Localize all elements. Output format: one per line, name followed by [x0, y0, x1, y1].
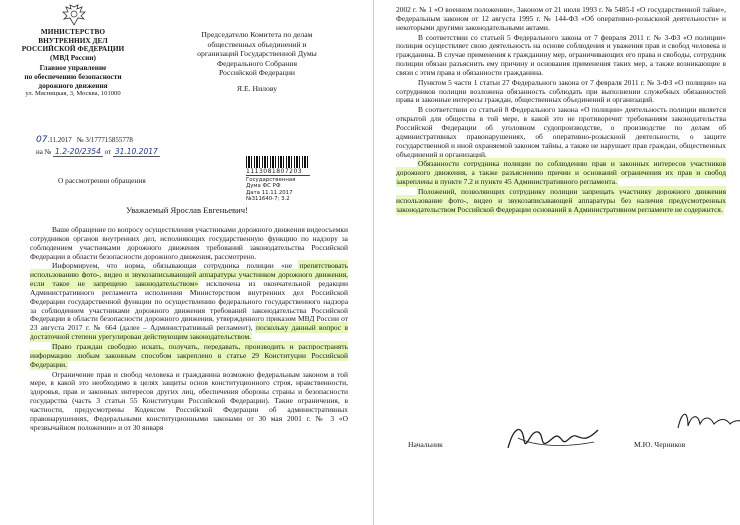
- ministry-line: РОССИЙСКОЙ ФЕДЕРАЦИИ: [21, 44, 125, 54]
- body-paragraph: [396, 79, 726, 106]
- barcode: [246, 156, 310, 168]
- mvd-emblem-icon: [61, 4, 87, 26]
- ministry-header: [18, 28, 128, 99]
- signatory-title: Начальник: [408, 440, 443, 449]
- recipient-line: Российской Федерации: [218, 68, 296, 78]
- reference-date: 31.10.2017: [114, 147, 158, 156]
- letter-greeting: Уважаемый Ярослав Евгеньевич!: [126, 205, 248, 215]
- body-paragraph: [396, 188, 726, 215]
- body-text: Ваше обращение по вопросу осуществления участниками дорожного движения видеосъемки сотрудников органов внутренних дел, исполняющих государственную функцию по надзору за соблюдением участниками дорожного движения требований законодательства Российской Федерации в области безопасности дорожного движения, рассмотрено.: [30, 225, 348, 261]
- recipient-line: Председателю Комитета по делам: [201, 30, 313, 39]
- body-paragraph: [30, 262, 348, 342]
- outgoing-date: .11.2017: [47, 136, 72, 144]
- body-paragraph: [396, 6, 726, 33]
- body-text: Пунктом 5 части 1 статьи 27 Федерального закона от 7 февраля 2011 г. № 3-ФЗ «О полиции» на сотрудников полиции возложена обязанность соблюдать при выполнении служебных обязанностей права и законные интересы граждан, общественных объединений и организаций.: [396, 77, 726, 105]
- body-text: Информируем, что норма, обязывающая сотрудника полиции «не: [52, 261, 300, 271]
- signature-block: [396, 434, 726, 494]
- stamp-date: Дата 11.11.2017: [246, 189, 293, 196]
- reference-from-label: от: [104, 148, 112, 156]
- reference-number: 1.2-20/2354: [55, 147, 101, 156]
- body-text: исключена из окончательной редакции Административного регламента исполнения Министерством внутренних дел Российской Федерации государственной функции по осуществлению федерального государственного надзора за соблюдением участниками дорожного движения требований законодательства Российской Федерации в области безопасности дорожного движения, утвержденного приказом МВД России от 23 августа 2017 г. № 664 (далее – Административный регламент),: [30, 279, 348, 333]
- department-line: дорожного движения: [38, 80, 108, 90]
- body-text: В соответствии со статьей 5 Федерального закона от 7 февраля 2011 г. № 3-ФЗ «О полиции» полиция осуществляет свою деятельность на основе соблюдения и уважения прав и свобод человека и гражданина. В случае применения к гражданину мер, ограничивающих его права и свободы, сотрудник полиции обязан разъяснить ему причину и основания применения таких мер, а также возникающие в связи с этим права и обязанности гражданина.: [396, 32, 726, 77]
- department-line: по обеспечению безопасности: [24, 71, 122, 81]
- ministry-line: (МВД России): [50, 52, 96, 62]
- letter-page-2: [376, 0, 740, 525]
- handwritten-signature: [504, 418, 604, 458]
- body-text: 2002 г. № 1 «О военном положении», Законом от 21 июля 1993 г. № 5485-I «О государственной тайне», Федеральным законом от 12 августа 1995 г. № 144-ФЗ «Об оперативно-розыскной деятельности» и некоторыми другими законодательными актами.: [396, 5, 726, 32]
- recipient-block: [172, 30, 342, 94]
- highlighted-text: Положений, позволяющих сотруднику полиции запрещать участнику дорожного движения использование фото-, видео и звукозаписывающей аппаратуры без наличия предусмотренных законодательством Российской Федерации оснований в Административном регламенте не содержится.: [396, 186, 726, 214]
- stamp-code: 1113081807203: [246, 168, 303, 175]
- body-paragraph: [30, 226, 348, 261]
- ministry-address: ул. Мясницкая, 3, Москва, 101000: [25, 90, 121, 98]
- highlighted-text: Право граждан свободно искать, получать, передавать, производить и распространять информацию любым законным способом закреплено в статье 29 Конституции Российской Федерации.: [30, 341, 348, 369]
- outgoing-number-label: №: [76, 136, 84, 144]
- body-paragraph: [396, 106, 726, 159]
- recipient-line: Федерального Собрания: [217, 58, 297, 68]
- body-text: В соответствии со статьей 8 Федерального закона «О полиции» деятельность полиции является открытой для общества в той мере, в какой это не противоречит требованиям законодательства Российской Федерации об уголовном судопроизводстве, о производстве по делам об административных правонарушениях, об оперативно-розыскной деятельности, о защите государственной и иной охраняемой законом тайны, а также не нарушает прав граждан, общественных объединений и организаций.: [396, 105, 726, 159]
- body-text: Ограничение прав и свобод человека и гражданина возможно федеральным законом в той мере, в какой это необходимо в целях защиты основ конституционного строя, нравственности, здоровья, прав и законных интересов других лиц, обеспечения обороны страны и безопасности государства (часть 3 статьи 55 Конституции Российской Федерации). Такие ограничения, в частности, предусмотрены Кодексом Российской Федерации об административных правонарушениях, Федеральными конституционными законами от 30 мая 2001 г. № 3 «О чрезвычайном положении» и от 30 января: [30, 369, 348, 432]
- highlighted-text: поскольку данный вопрос в достаточной степени урегулирован действующим законодательством.: [30, 323, 348, 342]
- highlighted-text: Обязанности сотрудника полиции по соблюдению прав и законных интересов участников дорожного движения, а также разъяснению причин и оснований ограничения их прав и свобод закреплены в пункте 7.2 и пункте 45 Административного регламента.: [396, 159, 726, 187]
- outgoing-number: 3/177715855778: [85, 136, 133, 144]
- department-line: Главное управление: [39, 63, 107, 73]
- stamp-number: №311640-7; 3.2: [246, 195, 290, 202]
- signatory-name: М.Ю. Черников: [634, 440, 686, 449]
- stamp-org: Государственная Дума ФС РФ: [246, 175, 310, 189]
- recipient-line: общественных объединений и: [207, 39, 307, 49]
- duma-registration-stamp: [246, 156, 310, 202]
- body-paragraph: [396, 34, 726, 78]
- ministry-line: ВНУТРЕННИХ ДЕЛ: [38, 35, 108, 45]
- reference-registration: [36, 147, 160, 157]
- letter-body-page-1: [30, 226, 348, 433]
- letter-subject: О рассмотрении обращения: [58, 176, 146, 185]
- recipient-name: Я.Е. Нилову: [236, 83, 278, 93]
- letter-body-page-2: [396, 6, 726, 215]
- handwritten-day: 07: [36, 135, 48, 145]
- outgoing-registration: [36, 135, 133, 145]
- handwritten-initials: [674, 406, 740, 434]
- reference-prefix: на №: [36, 148, 52, 156]
- recipient-line: организаций Государственной Думы: [197, 49, 317, 59]
- ministry-line: МИНИСТЕРСТВО: [40, 27, 106, 36]
- body-paragraph: [396, 160, 726, 187]
- body-paragraph: [30, 371, 348, 433]
- highlighted-text: препятствовать использованию фото-, видео и звукозаписывающей аппаратуры участником дорожного движения, если такое не запрещено законодательством»: [30, 261, 348, 289]
- body-paragraph: [30, 343, 348, 370]
